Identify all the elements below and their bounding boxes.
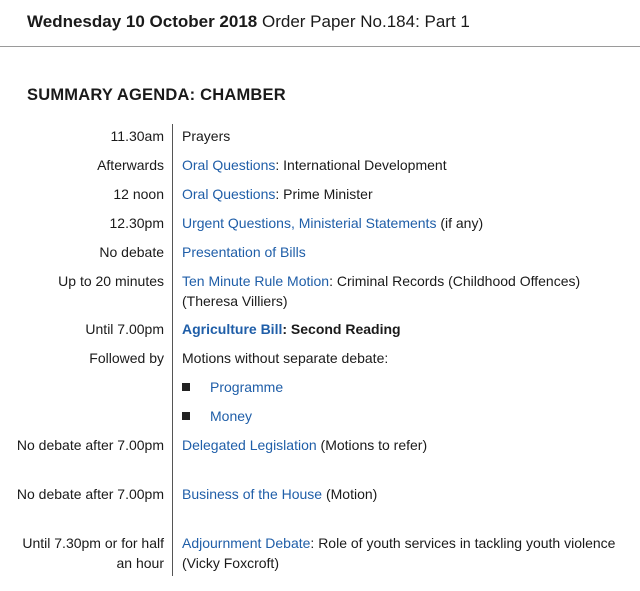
- agenda-item: [182, 127, 622, 147]
- agenda-item-text: : Prime Minister: [275, 186, 373, 202]
- agenda-item: [182, 272, 622, 311]
- agenda-time: Followed by: [89, 350, 164, 366]
- delegated-legislation-link[interactable]: Delegated Legislation: [182, 437, 317, 453]
- agenda-item-text: (if any): [436, 215, 484, 231]
- agenda-time: Afterwards: [97, 157, 164, 173]
- programme-link[interactable]: Programme: [210, 379, 284, 395]
- agenda-item: [182, 185, 622, 205]
- header-order-paper: Order Paper No.184: Part 1: [261, 12, 470, 31]
- agenda-item-text: (Motions to refer): [316, 437, 428, 453]
- agenda-item-text: : Role of youth services in tackling youth violence (Vicky Foxcroft): [182, 535, 616, 571]
- oral-questions-link[interactable]: Oral Questions: [182, 186, 276, 202]
- agenda-item-text: : Criminal Records (Childhood Offences) (Theresa Villiers): [182, 273, 581, 309]
- header-date: Wednesday 10 October 2018: [27, 12, 258, 31]
- agenda-time: 12 noon: [113, 186, 164, 202]
- agenda-item: [182, 378, 622, 398]
- oral-questions-link[interactable]: Oral Questions: [182, 157, 276, 173]
- agriculture-bill-link[interactable]: Agriculture Bill: [182, 321, 283, 337]
- adjournment-debate-link[interactable]: Adjournment Debate: [182, 535, 311, 551]
- square-bullet-icon: [182, 383, 190, 391]
- agenda-time: 12.30pm: [109, 215, 164, 231]
- agenda-time: Until 7.00pm: [85, 321, 164, 337]
- agenda-item: [182, 436, 622, 456]
- agenda-time: No debate: [99, 244, 164, 260]
- agenda-divider: [172, 124, 173, 576]
- agenda-item-text: Motions without separate debate:: [182, 350, 389, 366]
- agenda-item: [182, 156, 622, 176]
- money-link[interactable]: Money: [210, 408, 253, 424]
- agenda-item: [182, 214, 622, 234]
- agenda-item: [182, 534, 622, 573]
- agenda-time: No debate after 7.00pm: [16, 486, 164, 502]
- order-paper-header: [0, 0, 640, 47]
- agenda-time: 11.30am: [110, 128, 164, 144]
- section-title: SUMMARY AGENDA: CHAMBER: [27, 86, 286, 104]
- header-title: [27, 12, 470, 32]
- agenda-item: [182, 349, 622, 369]
- agenda-item: [182, 407, 622, 427]
- agenda-item-text: : International Development: [275, 157, 447, 173]
- agenda-time: Up to 20 minutes: [58, 273, 164, 289]
- agenda-time: Until 7.30pm or for half an hour: [22, 535, 164, 571]
- agenda-item-text: : Second Reading: [282, 321, 401, 337]
- presentation-of-bills-link[interactable]: Presentation of Bills: [182, 244, 306, 260]
- ten-minute-rule-motion-link[interactable]: Ten Minute Rule Motion: [182, 273, 330, 289]
- urgent-questions-link[interactable]: Urgent Questions, Ministerial Statements: [182, 215, 437, 231]
- agenda-item: [182, 485, 622, 505]
- agenda-item-text: Prayers: [182, 128, 231, 144]
- agenda-item: [182, 320, 622, 340]
- agenda-item-text: (Motion): [322, 486, 378, 502]
- business-of-the-house-link[interactable]: Business of the House: [182, 486, 323, 502]
- square-bullet-icon: [182, 412, 190, 420]
- agenda-item: [182, 243, 622, 263]
- agenda-time: No debate after 7.00pm: [16, 437, 164, 453]
